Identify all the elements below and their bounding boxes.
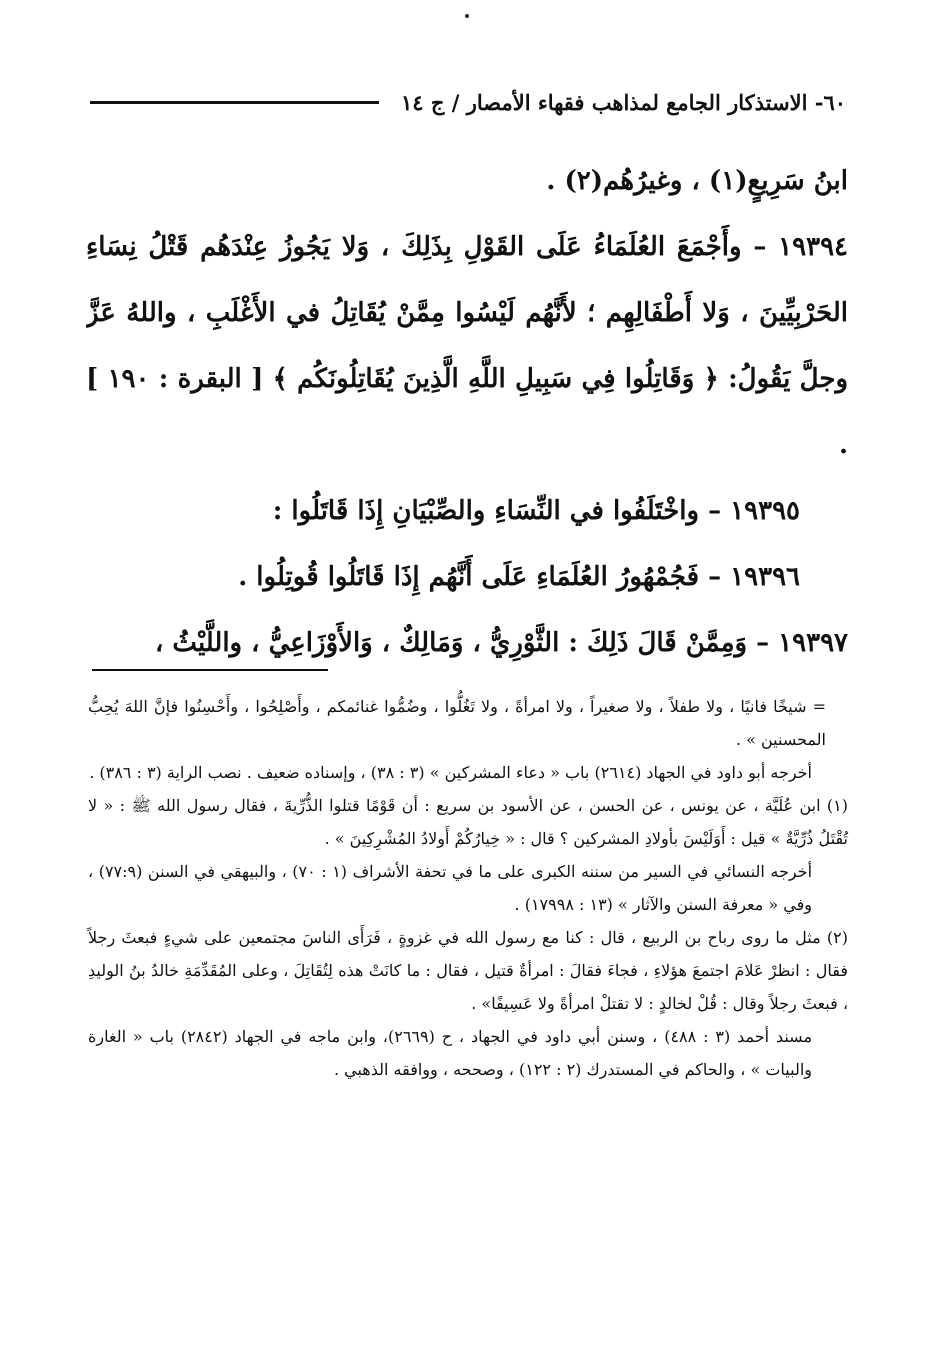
running-header-text: ٦٠- الاستذكار الجامع لمذاهب فقهاء الأمصار / ج ١٤ — [401, 89, 846, 115]
footnote-reference: أخرجه أبو داود في الجهاد (٢٦١٤) باب « دعاء المشركين » (٣ : ٣٨) ، وإسناده ضعيف . نصب الراية (٣ : ٣٨٦) . — [89, 763, 812, 782]
paragraph-19394: ١٩٣٩٤ – وأَجْمَعَ العُلَمَاءُ عَلَى القَوْلِ بِذَلِكَ ، وَلا يَجُوزُ عِنْدَهُم قَتْلُ نِسَاءِ الحَرْبِيِّينَ ، وَلا أَطْفَالِهِم ؛ لأَنَّهُم لَيْسُوا مِمَّنْ يُقَاتِلُ في الأَغْلَبِ ، واللهُ عَزَّ وجلَّ يَقُولُ: ﴿ وَقَاتِلُوا فِي سَبِيلِ اللَّهِ الَّذِينَ يُقَاتِلُونَكُم ﴾ [ البقرة : ١٩٠ ] . — [86, 232, 848, 460]
paragraph-19396: ١٩٣٩٦ – فَجُمْهُورُ العُلَمَاءِ عَلَى أَنَّهُم إِذَا قَاتَلُوا قُوتِلُوا . — [238, 562, 800, 592]
footnote-1: (١) ابن عُلَيَّة ، عن يونس ، عن الحسن ، عن الأسود بن سريع : أن قَوْمًا قتلوا الذُّرِّيةَ ، فقال رسول الله ﷺ : « لا تُقْتَلُ ذُرِّيَّةٌ » قيل : أَوَلَيْسَ بأولادِ المشركين ؟ قال : « خِيارُكُمْ أَولادُ المُشْرِكِينَ » . — [88, 796, 849, 848]
main-line-1: ابنُ سَرِيعٍ(١) ، وغيرُهُم(٢) . — [546, 166, 848, 196]
footnote-2: (٢) مثل ما روى رباح بن الربيع ، قال : كنا مع رسول الله في غزوةٍ ، فَرَأَى الناسَ مجتمعين على شيءٍ فبعثَ رجلاً فقال : انظرْ عَلامَ اجتمعَ هؤلاءِ ، فجاءَ فقالَ : امرأةٌ قتيل ، فقال : ما كانَتْ هذه لِتُقَاتِلَ ، وعلى المُقَدِّمَةِ خالدُ بنُ الوليدِ ، فبعثَ رجلاً وقال : قُلْ لخالدٍ : لا تقتلْ امرأةً ولا عَسِيفًا» . — [88, 928, 848, 1013]
footnote-2-reference: مسند أحمد (٣ : ٤٨٨) ، وسنن أبي داود في الجهاد ، ح (٢٦٦٩)، وابن ماجه في الجهاد (٢٨٤٢) باب « الغارة والبيات » ، والحاكم في المستدرك (٢ : ١٢٢) ، وصححه ، ووافقه الذهبي . — [88, 1027, 813, 1079]
main-text — [86, 148, 848, 676]
footnote-separator — [92, 669, 328, 671]
page-dot — [465, 14, 469, 18]
paragraph-19397: ١٩٣٩٧ – وَمِمَّنْ قَالَ ذَلِكَ : الثَّوْرِيُّ ، وَمَالِكٌ ، وَالأَوْزَاعِيُّ ، واللَّيْثُ ، — [154, 628, 848, 658]
footnote-1-reference: أخرجه النسائي في السير من سننه الكبرى على ما في تحفة الأشراف (١ : ٧٠) ، والبيهقي في السنن (٧٧:٩) ، وفي « معرفة السنن والآثار » (١٣ : ١٧٩٩٨) . — [88, 862, 813, 914]
footnote-continuation: = شيخًا فانيًا ، ولا طفلاً ، ولا صغيراً ، ولا امرأةً ، ولا تَغُلُّوا ، وضُمُّوا غنائمكم ، وأَصْلِحُوا ، وأَحْسِنُوا فإنَّ اللهَ يُحِبُّ المحسنين » . — [88, 697, 826, 749]
running-header — [90, 84, 846, 120]
paragraph-19395: ١٩٣٩٥ – واخْتَلَفُوا في النِّسَاءِ والصِّبْيَانِ إِذَا قَاتَلُوا : — [272, 496, 800, 526]
header-rule — [90, 101, 379, 104]
footnotes — [88, 690, 848, 1086]
